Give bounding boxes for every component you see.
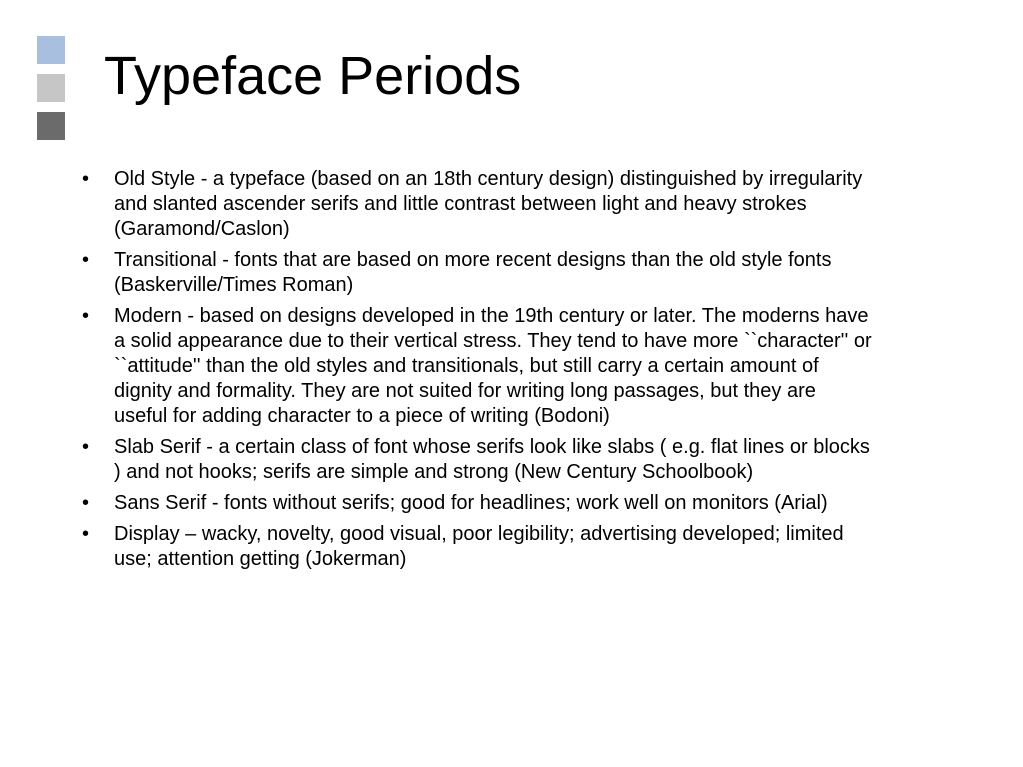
bullet-list	[82, 167, 872, 578]
bullet-icon: •	[82, 249, 90, 271]
bullet-item-display	[82, 522, 872, 572]
bullet-text: Old Style - a typeface (based on an 18th century design) distinguished by irregularity and slanted ascender serifs and little contrast between light and heavy strokes (Garamond/Caslon)	[114, 168, 863, 240]
bullet-item-transitional	[82, 248, 872, 298]
bullet-item-sans-serif	[82, 491, 872, 516]
bullet-icon: •	[82, 168, 90, 190]
bullet-icon: •	[82, 436, 90, 458]
bullet-icon: •	[82, 305, 90, 327]
decorative-square-dark-gray	[37, 112, 65, 140]
decorative-square-light-gray	[37, 74, 65, 102]
bullet-item-modern	[82, 304, 872, 429]
bullet-text: Transitional - fonts that are based on more recent designs than the old style fonts (Baskerville/Times Roman)	[114, 249, 832, 296]
bullet-item-slab-serif	[82, 435, 872, 485]
slide-title: Typeface Periods	[104, 46, 522, 106]
bullet-icon: •	[82, 523, 90, 545]
bullet-text: Sans Serif - fonts without serifs; good for headlines; work well on monitors (Arial)	[114, 492, 828, 514]
bullet-icon: •	[82, 492, 90, 514]
bullet-text: Display – wacky, novelty, good visual, poor legibility; advertising developed; limited use; attention getting (Jokerman)	[114, 523, 844, 570]
bullet-item-old-style	[82, 167, 872, 242]
bullet-text: Slab Serif - a certain class of font whose serifs look like slabs ( e.g. flat lines or blocks ) and not hooks; serifs are simple and strong (New Century Schoolbook)	[114, 436, 870, 483]
decorative-square-light-blue	[37, 36, 65, 64]
bullet-text: Modern - based on designs developed in the 19th century or later. The moderns have a solid appearance due to their vertical stress. They tend to have more ``character'' or ``attitude'' than the old styles and transitionals, but still carry a certain amount of dignity and formality. They are not suited for writing long passages, but they are useful for adding character to a piece of writing (Bodoni)	[114, 305, 872, 427]
